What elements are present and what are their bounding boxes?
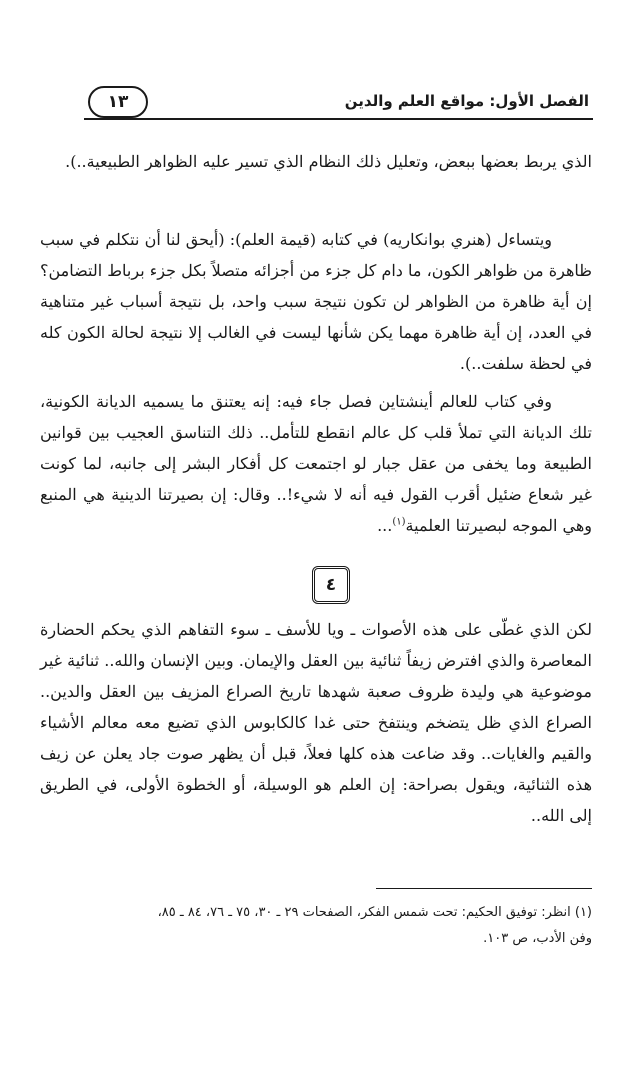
paragraph-3-tail: ... xyxy=(377,516,393,535)
footnote-line-2: وفن الأدب، ص ١٠٣. xyxy=(483,931,592,946)
section-number-badge: ٤ xyxy=(312,566,350,604)
footnote-divider xyxy=(376,888,592,889)
footnote xyxy=(40,900,592,952)
paragraph-3 xyxy=(40,386,592,541)
paragraph-2-text: ويتساءل (هنري بوانكاريه) في كتابه (قيمة العلم): (أيحق لنا أن نتكلم في سبب ظاهرة من ظواهر الكون، ما دام كل جزء من أجزائه متصلاً بكل جزء برباط التضامن؟ إن أية ظاهرة من الظواهر لن تكون نتيجة سبب واحد، بل نتيجة أسباب غير متناهية في العدد، إن أية ظاهرة مهما يكن شأنها ليست في الغالب إلا نتيجة لحالة الكون كله في لحظة سلفت..). xyxy=(40,230,592,373)
footnote-marker: (١) xyxy=(392,516,406,528)
page-header xyxy=(84,84,593,120)
page-number: ١٣ xyxy=(88,86,148,118)
footnote-line-1: (١) انظر: توفيق الحكيم: تحت شمس الفكر، الصفحات ٢٩ ـ ٣٠، ٧٥ ـ ٧٦، ٨٤ ـ ٨٥، xyxy=(157,905,592,920)
header-divider xyxy=(84,118,593,120)
paragraph-4-text: لكن الذي غطّى على هذه الأصوات ـ ويا للأسف ـ سوء التفاهم الذي يحكم الحضارة المعاصرة والذي افترض زيفاً ثنائية بين العقل والإيمان. وبين الإنسان والله.. ثنائية غير موضوعية هي وليدة ظروف صعبة شهدها تاريخ الصراع المزيف بين العقل والدين.. الصراع الذي ظل يتضخم وينتفخ حتى غدا كالكابوس الذي تضيع معه معالم الأشياء والقيم والغايات.. وقد ضاعت هذه كلها فعلاً، قبل أن يظهر صوت جاد يعلن عن زيف هذه الثنائية، ويقول بصراحة: إن العلم هو الوسيلة، أو الخطوة الأولى، في الطريق إلى الله.. xyxy=(40,620,592,825)
paragraph-1 xyxy=(40,146,592,177)
paragraph-2 xyxy=(40,224,592,379)
paragraph-3-text: وفي كتاب للعالم أينشتاين فصل جاء فيه: إنه يعتنق ما يسميه الديانة الكونية، تلك الديانة التي تملأ قلب كل عالم انقطع للتأمل.. ذلك التناسق العجيب بين قوانين الطبيعة وما يخفى من عقل جبار لو اجتمعت كل أفكار البشر إلى جانبه، لما كونت غير شعاع ضئيل أقرب القول فيه أنه لا شيء!.. وقال: إن بصيرتنا الدينية هي المنبع وهي الموجه لبصيرتنا العلمية xyxy=(40,392,592,535)
chapter-title: الفصل الأول: مواقع العلم والدين xyxy=(344,92,589,110)
paragraph-1-text: الذي يربط بعضها ببعض، وتعليل ذلك النظام الذي تسير عليه الظواهر الطبيعية..). xyxy=(65,152,592,171)
paragraph-4 xyxy=(40,614,592,831)
